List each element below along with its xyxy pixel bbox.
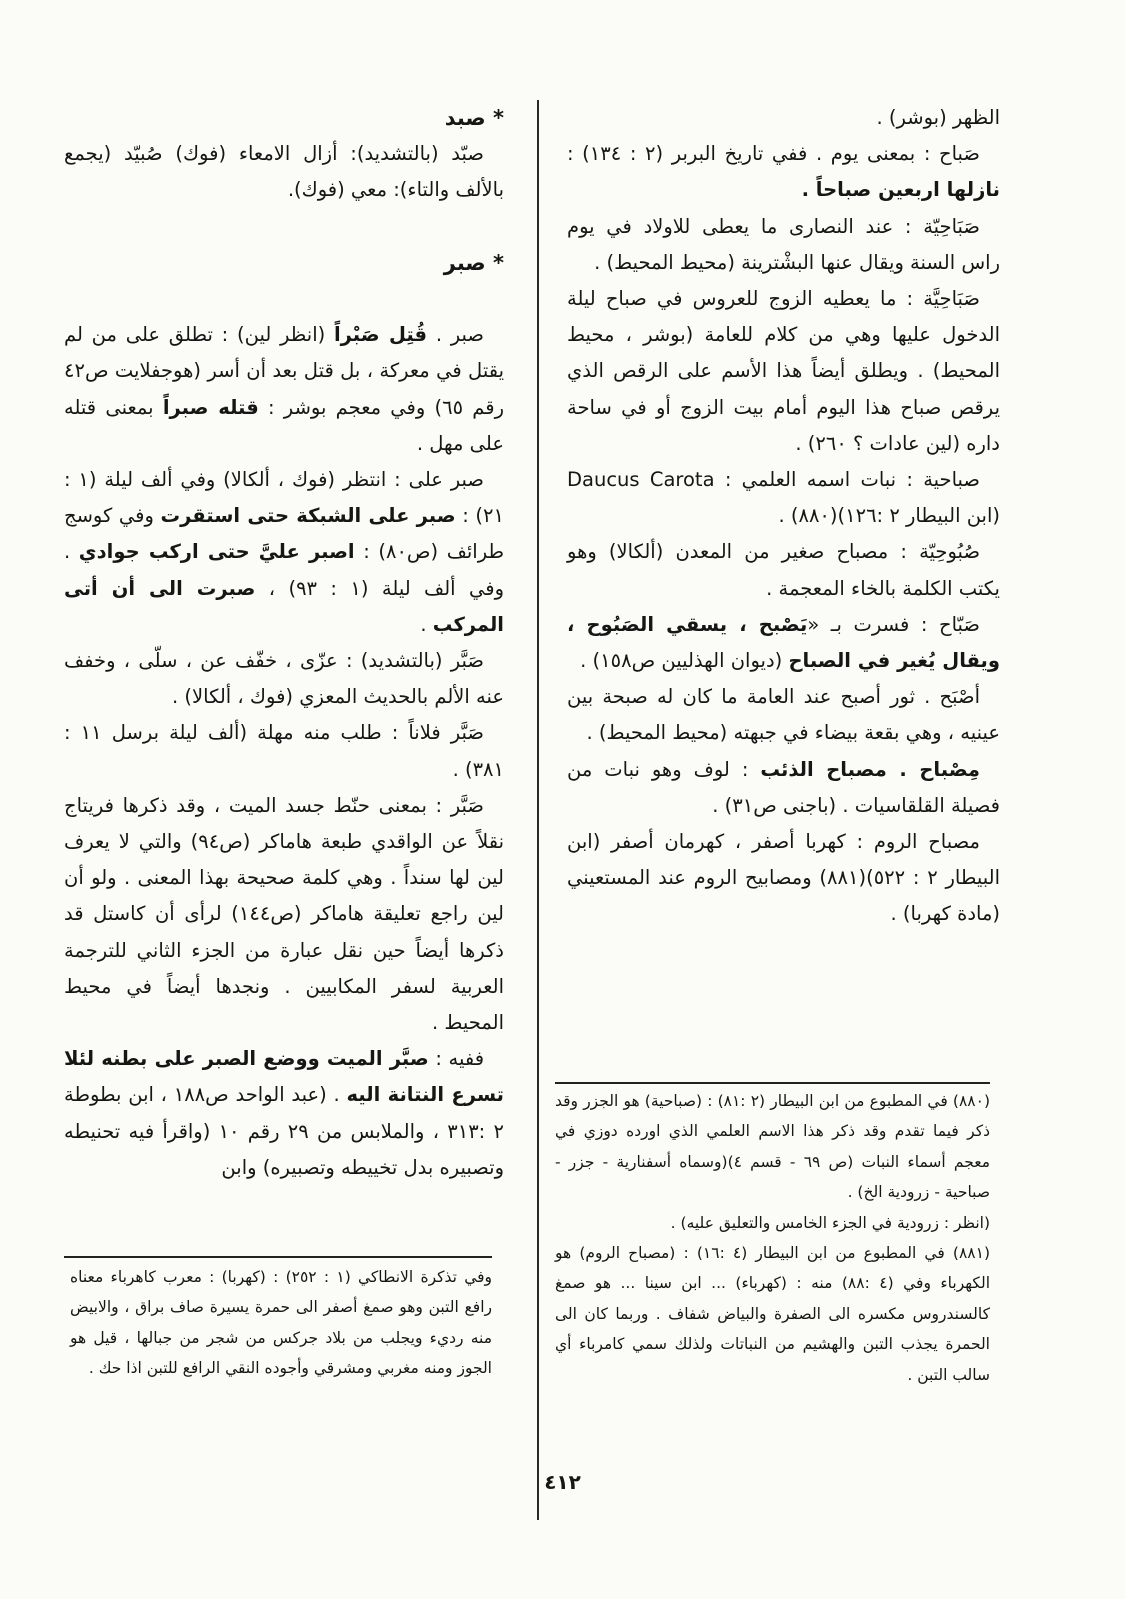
entry-sabara-ala: صبر على : انتظر (فوك ، ألكالا) وفي ألف ليلة (١ : ٢١) : صبر على الشبكة حتى استقرت وفي كوسج طرائف (ص٨٠) : اصبر عليَّ حتى اركب جوادي . وفي ألف ليلة (١ : ٩٣) ، صبرت الى أن أتى المركب . [64, 468, 504, 636]
footnotes-right [555, 1086, 990, 1390]
entry-misbah-rum: مصباح الروم : كهربا أصفر ، كهرمان أصفر (ابن البيطار ٢ : ٥٢٢)(٨٨١) ومصابيح الروم عند المستعيني (مادة كهربا) . [567, 830, 1000, 926]
entry-sabbara-2: صَبَّر فلاناً : طلب منه مهلة (ألف ليلة برسل ١١ : ٣٨١) . [64, 721, 504, 781]
entry-sabahiyya-1: صَبَاحِيّة : عند النصارى ما يعطى للاولاد في يوم راس السنة ويقال عنها البشْترينة (محيط المحيط) . [567, 214, 1000, 274]
spacer [64, 281, 504, 317]
footnote-rule-right [555, 1082, 990, 1084]
column-divider [537, 100, 539, 1520]
footnote-880: (٨٨٠) في المطبوع من ابن البيطار (٢ :٨١) : (صباحية) هو الجزر وقد ذكر فيما تقدم وقد ذكر هذا الاسم العلمي الذي اورده دوزي في معجم أسماء النبات (ص ٦٩ - قسم ٤)(وسماه أسفنارية - جزر - صباحية - زرودية الخ) . [555, 1092, 991, 1202]
heading-sbd: * صبد [444, 106, 504, 130]
page-number: ٤١٢ [544, 1470, 581, 1494]
entry-subuhiyya: صُبُوحِيّة : مصباح صغير من المعدن (ألكالا) وهو يكتب الكلمة بالخاء المعجمة . [567, 540, 1000, 600]
entry-sabbara-1: صَبَّر (بالتشديد) : عزّى ، خفّف عن ، سلّى ، وخفف عنه الألم بالحديث المعزي (فوك ، ألكالا) . [64, 649, 504, 709]
entry-continuation: الظهر (بوشر) . [876, 106, 1000, 129]
entry-sabbah: صَبّاح : فسرت بـ «يَصْبح ، يسقي الصَبُوح ، ويقال يُغير في الصباح (ديوان الهذليين ص١٥٨) . [567, 612, 1000, 673]
entry-asbah: أصْبَح . ثور أصبح عند العامة ما كان له صبحة بين عينيه ، وهي بقعة بيضاء في جبهته (محيط المحيط) . [567, 685, 1000, 745]
footnote-881: (٨٨١) في المطبوع من ابن البيطار (٤ :١٦) : (مصباح الروم) هو الكهرباء وفي (٤ :٨٨) منه : (كهرباء) ... ابن سينا ... هو صمغ كالسندروس مكسره الى الصفرة والبياض شفاف . وربما كان الى الحمرة يجذب التبن والهشيم من النباتات ولذلك سمي كامرباء أي سالب التبن . [555, 1244, 991, 1384]
entry-sabbad: صبّد (بالتشديد): أزال الامعاء (فوك) صُبيّد (يجمع بالألف والتاء): معي (فوك). [64, 142, 504, 202]
footnote-continuation: وفي تذكرة الانطاكي (١ : ٢٥٢) : (كهربا) : معرب كاهرباء معناه رافع التبن وهو صمغ أصفر الى حمرة يسيرة صاف براق ، والابيض منه رديء ويجلب من بلاد جركس من شجر من جبالها ، قيل هو الجوز ومنه مغربي ومشرقي وأجوده النقي الرافع للتبن اذا حك . [70, 1268, 493, 1378]
entry-sabahiyya-3: صباحية : نبات اسمه العلمي : Daucus Carota (ابن البيطار ٢ :١٢٦)(٨٨٠) . [567, 468, 1000, 528]
entry-sabbara-3: صَبَّر : بمعنى حنّط جسد الميت ، وقد ذكرها فريتاج نقلاً عن الواقدي طبعة هاماكر (ص٩٤) والتي لا يعرف لين لها سنداً . وهي كلمة صحيحة بهذا المعنى . ولو أن لين راجع تعليقة هاماكر (ص١٤٤) لرأى أن كاستل قد ذكرها أيضاً حين نقل عبارة من الجزء الثاني للترجمة العربية لسفر المكابيين . ونجدها أيضاً في محيط المحيط . [64, 793, 505, 1035]
right-column [567, 100, 1000, 933]
footnotes-left [70, 1262, 492, 1384]
heading-sbr: * صبر [443, 250, 504, 275]
entry-sabah: صَباح : بمعنى يوم . ففي تاريخ البربر (٢ : ١٣٤) : نازلها اربعين صباحاً . [567, 142, 1000, 202]
spacer [64, 209, 504, 245]
entry-sabahiyya-2: صَبَاحِيَّة : ما يعطيه الزوج للعروس في صباح ليلة الدخول عليها وهي من كلام للعامة (بوشر ، محيط المحيط) . ويطلق أيضاً هذا الأسم على الرقص الذي يرقص صباح هذا اليوم أمام بيت الزوج أو في ساحة داره (لين عادات ؟ ٢٦٠) . [567, 287, 1000, 455]
footnote-880-note: (انظر : زرودية في الجزء الخامس والتعليق عليه) . [670, 1213, 990, 1232]
left-column [64, 100, 504, 1186]
entry-qutila-sabran: صبر . قُتِل صَبْراً (انظر لين) : تطلق على من لم يقتل في معركة ، بل قتل بعد أن أسر (هوجفلايت ص٤٢ رقم ٦٥) وفي معجم بوشر : قتله صبراً بمعنى قتله على مهل . [64, 323, 505, 455]
entry-misbah: مِصْباح . مصباح الذئب : لوف وهو نبات من فصيلة القلقاسيات . (باجنى ص٣١) . [567, 757, 1000, 817]
entry-sabbara-mayyit: ففيه : صبَّر الميت ووضع الصبر على بطنه لئلا تسرع النتانة اليه . (عبد الواحد ص١٨٨ ، ابن بطوطة ٢ :٣١٣ ، والملابس من ٢٩ رقم ١٠ (واقرأ فيه تحنيطه وتصبيره بدل تخييطه وتصبيره) وابن [64, 1047, 504, 1179]
footnote-rule-left [64, 1256, 492, 1258]
